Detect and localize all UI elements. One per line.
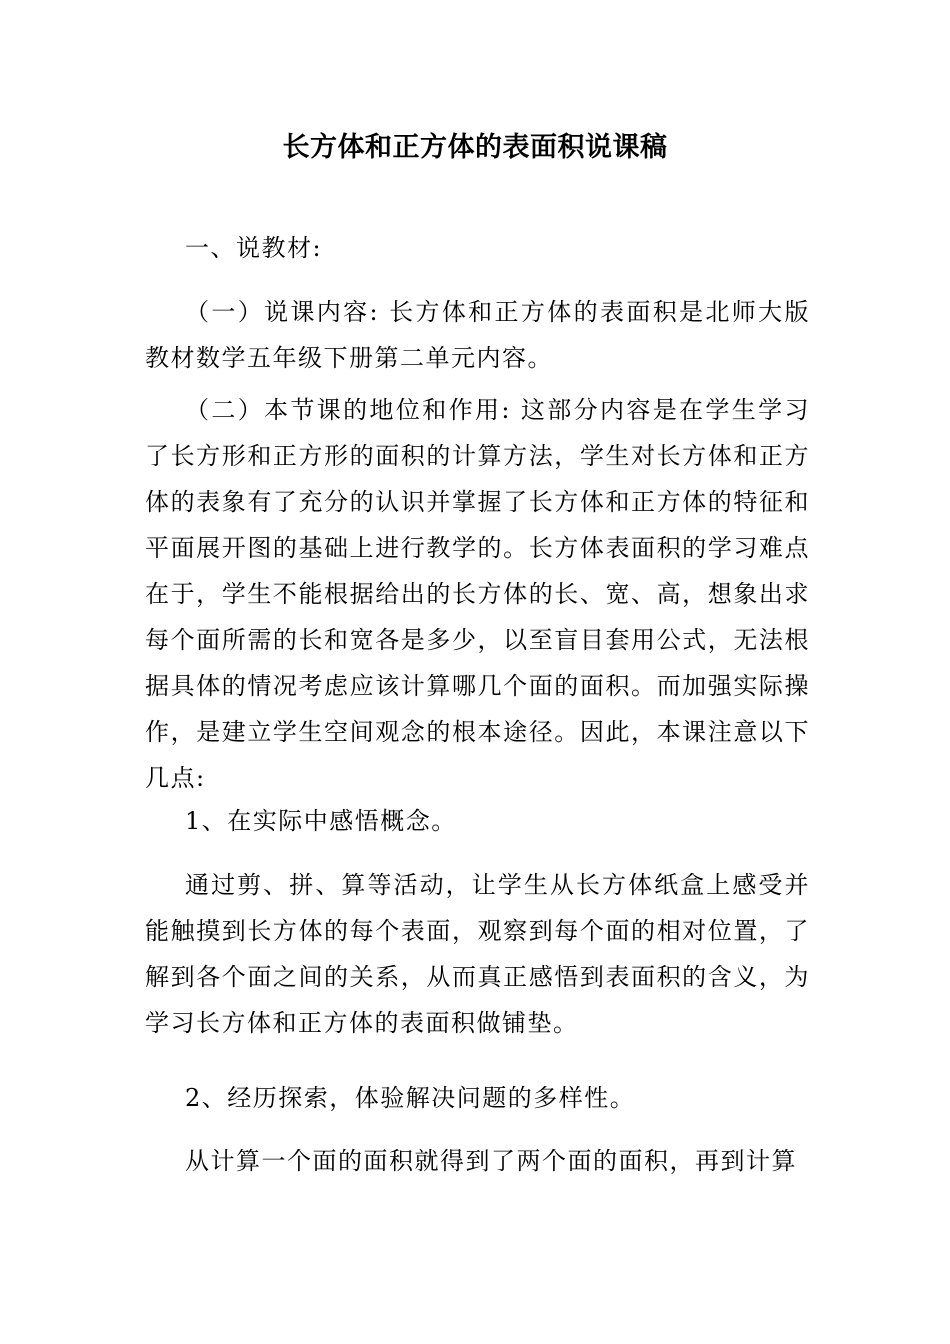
- paragraph-lesson-content: （一）说课内容: 长方体和正方体的表面积是北师大版教材数学五年级下册第二单元内容。: [145, 298, 810, 372]
- point-heading-1: 1、在实际中感悟概念。: [185, 807, 457, 835]
- paragraph-point-2: 从计算一个面的面积就得到了两个面的面积，再到计算: [185, 1147, 797, 1175]
- point-heading-2: 2、经历探索，体验解决问题的多样性。: [185, 1084, 636, 1112]
- paragraph-lesson-role: （二）本节课的地位和作用: 这部分内容是在学生学习了长方形和正方形的面积的计算方法，学生对长方体和正方体的表象有了充分的认识并掌握了长方体和正方体的特征和平面展开图的基础上进行教学的。长方体表面积的学习难点在于，学生不能根据给出的长方体的长、宽、高，想象出求每个面所需的长和宽各是多少，以至盲目套用公式，无法根据具体的情况考虑应该计算哪几个面的面积。而加强实际操作，是建立学生空间观念的根本途径。因此，本课注意以下几点:: [145, 396, 810, 792]
- document-title: 长方体和正方体的表面积说课稿: [282, 132, 668, 163]
- paragraph-point-1: 通过剪、拼、算等活动，让学生从长方体纸盒上感受并能触摸到长方体的每个表面，观察到每个面的相对位置，了解到各个面之间的关系，从而真正感悟到表面积的含义，为学习长方体和正方体的表面积做铺垫。: [145, 871, 810, 1037]
- section-heading-textbook: 一、说教材:: [185, 234, 323, 262]
